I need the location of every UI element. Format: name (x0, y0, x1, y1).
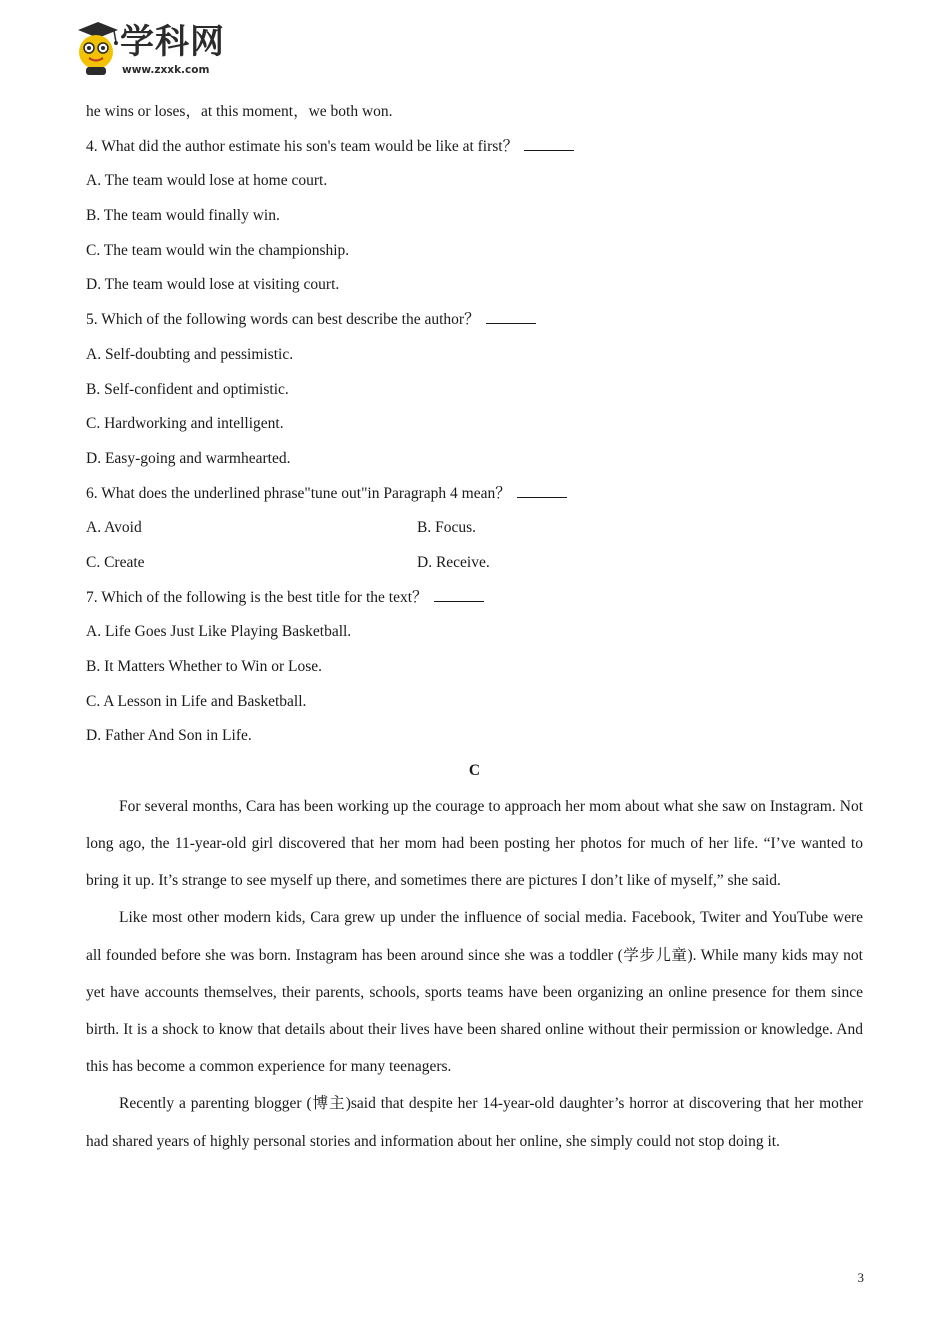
answer-option: D. Easy-going and warmhearted. (86, 449, 291, 467)
answer-blank (517, 483, 567, 498)
logo-url: www.zxxk.com (122, 64, 210, 76)
answer-option: A. The team would lose at home court. (86, 172, 328, 190)
intro-line: he wins or loses，at this moment，we both won. (86, 103, 393, 120)
mascot-graduate-icon (72, 20, 122, 80)
answer-option: A. Self-doubting and pessimistic. (86, 345, 294, 363)
site-logo (72, 20, 232, 80)
passage-paragraph: Like most other modern kids, Cara grew up under the influence of social media. Facebook, Twiter and YouTube were all founded before she was born. Instagram has been around since she was a toddler (学步儿童). While many kids may not yet have accounts themselves, their parents, schools, sports teams have been organizing an online presence for them since birth. It is a shock to know that details about their lives have been shared online without their permission or knowledge. And this has become a common experience for many teenagers. (86, 909, 863, 1076)
answer-option: D. Father And Son in Life. (86, 727, 252, 745)
question-stem: 5. Which of the following words can best describe the author？ (86, 306, 863, 341)
logo-name: 学科网 (120, 22, 225, 62)
section-heading: C (468, 762, 481, 780)
answer-blank (486, 309, 536, 324)
question-stem: 6. What does the underlined phrase"tune out"in Paragraph 4 mean？ (86, 480, 863, 515)
document-body (86, 98, 863, 1164)
answer-option: C. A Lesson in Life and Basketball. (86, 692, 307, 710)
question-stem: 7. Which of the following is the best title for the text？ (86, 584, 863, 619)
option-row (86, 549, 863, 584)
page-number: 3 (857, 1270, 864, 1285)
answer-option: B. Focus. (417, 519, 476, 537)
option-row (86, 514, 863, 549)
answer-option: A. Life Goes Just Like Playing Basketball. (86, 623, 352, 641)
answer-option: C. The team would win the championship. (86, 241, 350, 259)
question-stem: 4. What did the author estimate his son's team would be like at first？ (86, 133, 863, 168)
passage-paragraph: Recently a parenting blogger (博主)said that despite her 14-year-old daughter’s horror at discovering that her mother had shared years of highly personal stories and information about her online, she simply could not stop doing it. (86, 1095, 863, 1150)
answer-option: B. Self-confident and optimistic. (86, 380, 289, 398)
answer-blank (524, 136, 574, 151)
passage-paragraph: For several months, Cara has been working up the courage to approach her mom about what she saw on Instagram. Not long ago, the 11-year-old girl discovered that her mom had been posting her photos for much of her life. “I’ve wanted to bring it up. It’s strange to see myself up there, and sometimes there are pictures I don’t like of myself,” she said. (86, 797, 863, 890)
answer-option: B. The team would finally win. (86, 207, 280, 225)
answer-option: D. Receive. (417, 553, 490, 571)
answer-option: C. Create (86, 553, 145, 571)
answer-option: A. Avoid (86, 519, 142, 537)
answer-option: C. Hardworking and intelligent. (86, 415, 284, 433)
answer-option: D. The team would lose at visiting court. (86, 276, 340, 294)
answer-blank (434, 587, 484, 602)
answer-option: B. It Matters Whether to Win or Lose. (86, 658, 322, 675)
